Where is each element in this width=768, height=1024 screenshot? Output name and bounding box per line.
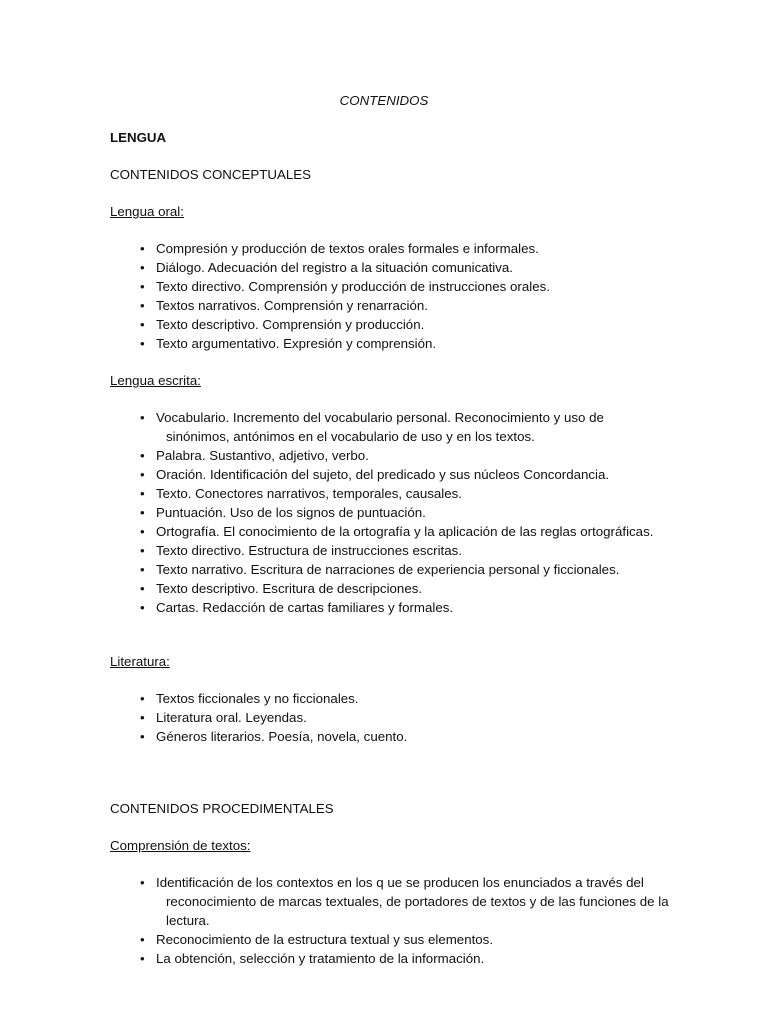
list-comprension-textos [110, 873, 670, 968]
list-item: • Oración. Identificación del sujeto, del predicado y sus núcleos Concordancia. [140, 467, 610, 482]
list-item: • Texto descriptivo. Escritura de descripciones. [140, 581, 423, 596]
list-item: • Géneros literarios. Poesía, novela, cuento. [140, 729, 408, 744]
subheading-comprension-textos: Comprensión de textos: [110, 838, 251, 853]
list-item: • Texto. Conectores narrativos, temporales, causales. [140, 486, 462, 501]
bullet-icon: • [140, 448, 145, 463]
bullet-icon: • [140, 486, 145, 501]
subheading-lengua-oral: Lengua oral: [110, 204, 184, 219]
section-heading-lengua: LENGUA [110, 130, 167, 145]
bullet-icon: • [140, 279, 145, 294]
document-title: CONTENIDOS [339, 93, 429, 108]
list-item: • Textos ficcionales y no ficcionales. [140, 691, 359, 706]
list-item: • Compresión y producción de textos orales formales e informales. [140, 241, 539, 256]
list-item: • Texto directivo. Estructura de instrucciones escritas. [140, 543, 462, 558]
bullet-icon: • [140, 410, 145, 425]
bullet-icon: • [140, 317, 145, 332]
list-item: • Literatura oral. Leyendas. [140, 710, 307, 725]
list-item: • Texto argumentativo. Expresión y comprensión. [140, 336, 437, 351]
bullet-icon: • [140, 932, 145, 947]
heading-contenidos-procedimentales: CONTENIDOS PROCEDIMENTALES [110, 801, 334, 816]
bullet-icon: • [140, 260, 145, 275]
list-item: • Diálogo. Adecuación del registro a la situación comunicativa. [140, 260, 514, 275]
list-item: • Texto directivo. Comprensión y producción de instrucciones orales. [140, 279, 550, 294]
bullet-icon: • [140, 524, 145, 539]
bullet-icon: • [140, 600, 145, 615]
list-lengua-escrita [110, 408, 670, 617]
list-lengua-oral [110, 239, 670, 353]
list-item: • Texto narrativo. Escritura de narraciones de experiencia personal y ficcionales. [140, 562, 620, 577]
list-item: • Puntuación. Uso de los signos de puntuación. [140, 505, 426, 520]
subheading-literatura: Literatura: [110, 654, 170, 669]
bullet-icon: • [140, 729, 145, 744]
bullet-icon: • [140, 951, 145, 966]
bullet-icon: • [140, 691, 145, 706]
list-literatura [110, 689, 670, 746]
subheading-lengua-escrita: Lengua escrita: [110, 373, 201, 388]
list-item: • Vocabulario. Incremento del vocabulario personal. Reconocimiento y uso de sinónimos, antónimos en el vocabulario de uso y en los textos. [140, 410, 604, 444]
bullet-icon: • [140, 467, 145, 482]
list-item: • Palabra. Sustantivo, adjetivo, verbo. [140, 448, 369, 463]
bullet-icon: • [140, 562, 145, 577]
bullet-icon: • [140, 581, 145, 596]
heading-contenidos-conceptuales: CONTENIDOS CONCEPTUALES [110, 167, 311, 182]
list-item: • La obtención, selección y tratamiento de la información. [140, 951, 485, 966]
bullet-icon: • [140, 710, 145, 725]
list-item: • Cartas. Redacción de cartas familiares y formales. [140, 600, 454, 615]
list-item: • Ortografía. El conocimiento de la ortografía y la aplicación de las reglas ortográficas. [140, 524, 654, 539]
bullet-icon: • [140, 336, 145, 351]
list-item: • Textos narrativos. Comprensión y renarración. [140, 298, 428, 313]
bullet-icon: • [140, 505, 145, 520]
bullet-icon: • [140, 241, 145, 256]
list-item: • Identificación de los contextos en los q ue se producen los enunciados a través del reconocimiento de marcas textuales, de portadores de textos y de las funciones de la lectura. [140, 875, 669, 928]
list-item: • Reconocimiento de la estructura textual y sus elementos. [140, 932, 494, 947]
bullet-icon: • [140, 875, 145, 890]
bullet-icon: • [140, 543, 145, 558]
list-item: • Texto descriptivo. Comprensión y producción. [140, 317, 425, 332]
bullet-icon: • [140, 298, 145, 313]
